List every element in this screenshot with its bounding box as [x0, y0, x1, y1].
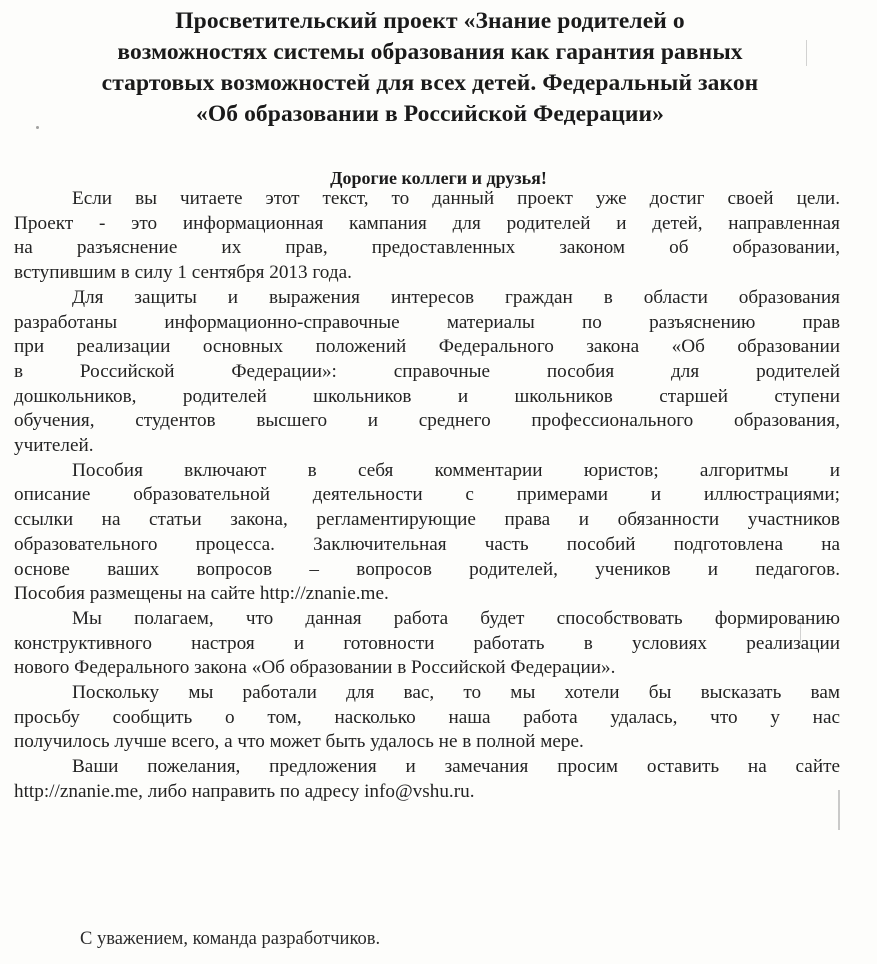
paragraph-purpose: [14, 607, 840, 681]
text-line: http://znanie.me, либо направить по адресу info@vshu.ru.: [14, 780, 475, 802]
text-line: конструктивного настроя и готовности работать в условиях реализации: [14, 632, 840, 654]
text-line: разработаны информационно-справочные материалы по разъяснению прав: [14, 311, 840, 333]
text-line: Для защиты и выражения интересов граждан в области образования: [72, 286, 840, 308]
text-line: Мы полагаем, что данная работа будет способствовать формированию: [72, 607, 840, 629]
scan-speck: [806, 40, 807, 66]
title-line: «Об образовании в Российской Федерации»: [196, 101, 664, 127]
text-line: обучения, студентов высшего и среднего профессионального образования,: [14, 410, 840, 432]
text-line: основе ваших вопросов – вопросов родителей, учеников и педагогов.: [14, 558, 840, 580]
title-line: возможностях системы образования как гарантия равных: [117, 39, 743, 65]
text-line: на разъяснение их прав, предоставленных законом об образовании,: [14, 237, 840, 259]
text-line: описание образовательной деятельности с примерами и иллюстрациями;: [14, 484, 840, 506]
paragraph-materials: [14, 286, 840, 459]
text-line: Если вы читаете этот текст, то данный проект уже достиг своей цели.: [72, 188, 840, 209]
scan-speck: [838, 790, 840, 830]
text-line: просьбу сообщить о том, насколько наша работа удалась, что у нас: [14, 706, 840, 728]
letter-body: [14, 187, 840, 805]
greeting-heading: Дорогие коллеги и друзья!: [330, 168, 547, 188]
text-line: ссылки на статьи закона, регламентирующие права и обязанности участников: [14, 509, 840, 531]
text-line: получилось лучше всего, а что может быть удалось не в полной мере.: [14, 731, 584, 753]
text-line: при реализации основных положений Федерального закона «Об образовании: [14, 336, 840, 358]
text-line: в Российской Федерации»: справочные пособия для родителей: [14, 360, 840, 382]
scan-speck: [36, 126, 39, 129]
text-line: Пособия включают в себя комментарии юристов; алгоритмы и: [72, 459, 840, 481]
text-line: Пособия размещены на сайте http://znanie.me.: [14, 583, 389, 605]
text-line: вступившим в силу 1 сентября 2013 года.: [14, 262, 352, 284]
text-line: образовательного процесса. Заключительная часть пособий подготовлена на: [14, 533, 840, 555]
text-line: Проект - это информационная кампания для родителей и детей, направленная: [14, 212, 840, 234]
title-line: Просветительский проект «Знание родителей о: [175, 8, 685, 34]
text-line: нового Федерального закона «Об образовании в Российской Федерации».: [14, 657, 616, 679]
text-line: учителей.: [14, 435, 94, 457]
paragraph-feedback: [14, 755, 840, 804]
signature-line: С уважением, команда разработчиков.: [80, 929, 381, 949]
text-line: Поскольку мы работали для вас, то мы хотели бы высказать вам: [72, 682, 840, 704]
text-line: дошкольников, родителей школьников и школьников старшей ступени: [14, 385, 840, 407]
paragraph-contents: [14, 459, 840, 607]
paragraph-request: [14, 681, 840, 755]
scan-speck: [800, 618, 801, 644]
document-title: [30, 6, 830, 130]
text-line: Ваши пожелания, предложения и замечания просим оставить на сайте: [72, 756, 840, 778]
paragraph-intro: [14, 187, 840, 286]
title-line: стартовых возможностей для всех детей. Федеральный закон: [101, 70, 759, 96]
